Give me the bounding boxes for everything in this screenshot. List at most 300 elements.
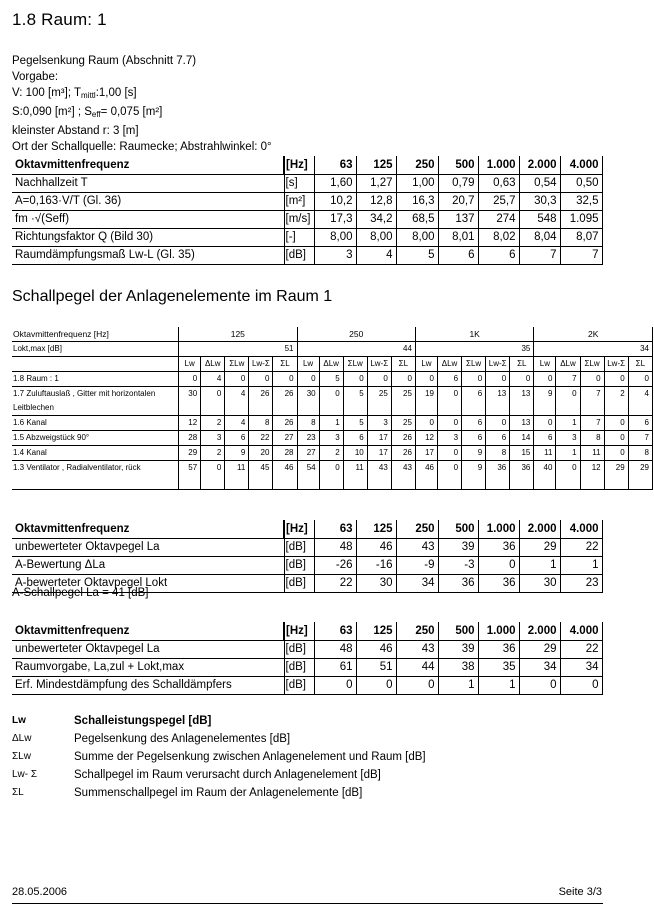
row-value: 36 [438, 574, 478, 592]
header-frequency: 125 [356, 622, 396, 640]
legend-symbol: ΣLw [12, 751, 31, 762]
element-label: 1.6 Kanal [12, 416, 179, 431]
table-header-row [12, 520, 602, 538]
element-value: 0 [391, 372, 415, 387]
row-unit: [m²] [284, 192, 314, 210]
table-row [12, 228, 602, 246]
row-value: 22 [560, 640, 602, 658]
legend-description: Schalleistungspegel [dB] [74, 715, 212, 727]
header-frequency: 2.000 [519, 520, 560, 538]
row-value: 1.095 [560, 210, 602, 228]
group-lokt: 51 [179, 342, 297, 357]
row-value: 0,79 [438, 174, 478, 192]
row-value: 137 [438, 210, 478, 228]
table-row [12, 192, 602, 210]
header-frequency: 500 [438, 156, 478, 174]
table-row [12, 174, 602, 192]
element-row [12, 416, 653, 431]
intro-line-surface [12, 104, 272, 123]
element-value: 29 [179, 446, 201, 461]
row-value: 20,7 [438, 192, 478, 210]
subcolumn-symbol: ΔLw [201, 357, 225, 372]
header-frequency: 63 [314, 156, 356, 174]
legend-symbol: ΣL [12, 787, 24, 798]
element-value: 26 [273, 387, 297, 416]
row-value: 6 [438, 246, 478, 264]
table-header-row [12, 156, 602, 174]
intro-text: V: 100 [m³]; T [12, 87, 82, 99]
element-value: 3 [367, 416, 391, 431]
element-value: 11 [225, 461, 249, 490]
element-value: 27 [297, 446, 319, 461]
row-value: 48 [314, 640, 356, 658]
element-value: 19 [415, 387, 437, 416]
legend-item [12, 712, 426, 730]
table-row [12, 556, 602, 574]
row-unit: [dB] [284, 574, 314, 592]
header-frequency: 1.000 [478, 622, 519, 640]
row-unit: [dB] [284, 556, 314, 574]
element-value: 2 [604, 387, 628, 416]
element-value: 9 [462, 446, 486, 461]
row-value: 43 [396, 640, 438, 658]
row-value: 68,5 [396, 210, 438, 228]
intro-line: Pegelsenkung Raum (Abschnitt 7.7) [12, 55, 197, 67]
element-value: 13 [510, 387, 534, 416]
element-value: 9 [534, 387, 556, 416]
row-value: 0,54 [519, 174, 560, 192]
element-value: 26 [391, 446, 415, 461]
element-value: 0 [462, 372, 486, 387]
row-label: Erf. Mindestdämpfung des Schalldämpfers [12, 676, 284, 694]
element-value: 0 [556, 387, 580, 416]
element-value: 0 [534, 372, 556, 387]
subcolumn-symbol: ΣLw [343, 357, 367, 372]
row-unit: [m/s] [284, 210, 314, 228]
element-value: 27 [273, 431, 297, 446]
table-row [12, 210, 602, 228]
subcolumn-symbol: ΣLw [580, 357, 604, 372]
element-value: 13 [486, 387, 510, 416]
header-label: Oktavmittenfrequenz [12, 622, 284, 640]
header-frequency: 250 [396, 622, 438, 640]
header-frequency: 63 [314, 622, 356, 640]
row-value: 1 [519, 556, 560, 574]
subcolumn-symbol: ΣL [628, 357, 652, 372]
row-label: A=0,163·V/T (Gl. 36) [12, 192, 284, 210]
element-value: 0 [438, 416, 462, 431]
element-value: 0 [628, 372, 652, 387]
element-value: 4 [201, 372, 225, 387]
intro-sub: mittl [81, 91, 96, 100]
section-title: Schallpegel der Anlagenelemente im Raum 1 [12, 288, 333, 305]
lokt-label: Lokt,max [dB] [12, 342, 179, 357]
element-value: 0 [604, 416, 628, 431]
element-value: 3 [319, 431, 343, 446]
row-value: 34 [396, 574, 438, 592]
subcolumn-symbol: Lw [534, 357, 556, 372]
element-value: 25 [391, 416, 415, 431]
element-label: 1.5 Abzweigstück 90° [12, 431, 179, 446]
row-value: 4 [356, 246, 396, 264]
element-value: 6 [225, 431, 249, 446]
row-value: 1,60 [314, 174, 356, 192]
table-row [12, 640, 602, 658]
element-value: 2 [201, 446, 225, 461]
element-value: 14 [510, 431, 534, 446]
element-value: 0 [438, 446, 462, 461]
row-unit: [-] [284, 228, 314, 246]
element-value: 26 [391, 431, 415, 446]
subcolumn-header-row [12, 357, 653, 372]
table-row [12, 658, 602, 676]
element-value: 10 [343, 446, 367, 461]
element-value: 46 [273, 461, 297, 490]
row-label: Nachhallzeit T [12, 174, 284, 192]
row-value: 548 [519, 210, 560, 228]
row-value: 0 [314, 676, 356, 694]
element-value: 6 [343, 431, 367, 446]
header-frequency: 250 [396, 520, 438, 538]
element-value: 6 [462, 416, 486, 431]
row-value: 38 [438, 658, 478, 676]
intro-line: Vorgabe: [12, 71, 59, 83]
footer-page-number: Seite 3/3 [558, 886, 602, 898]
intro-line-volume [12, 85, 272, 104]
subcolumn-symbol: Lw-Σ [486, 357, 510, 372]
intro-text: :1,00 [s] [95, 87, 137, 99]
element-value: 36 [510, 461, 534, 490]
element-value: 0 [604, 431, 628, 446]
subcolumn-symbol: Lw-Σ [367, 357, 391, 372]
element-value: 0 [343, 372, 367, 387]
element-value: 0 [201, 461, 225, 490]
element-value: 22 [249, 431, 273, 446]
element-row [12, 387, 653, 416]
subcolumn-symbol: Lw [179, 357, 201, 372]
header-frequency: 250 [396, 156, 438, 174]
element-value: 29 [604, 461, 628, 490]
header-frequency: 4.000 [560, 622, 602, 640]
row-value: 39 [438, 640, 478, 658]
element-value: 6 [462, 431, 486, 446]
element-value: 8 [580, 431, 604, 446]
row-value: 17,3 [314, 210, 356, 228]
row-unit: [dB] [284, 538, 314, 556]
element-value: 13 [510, 416, 534, 431]
group-frequency: 125 [179, 327, 297, 342]
element-value: 0 [604, 446, 628, 461]
element-value: 4 [225, 387, 249, 416]
header-label: Oktavmittenfrequenz [12, 156, 284, 174]
group-frequency: 2K [534, 327, 653, 342]
element-label: 1.8 Raum : 1 [12, 372, 179, 387]
row-label: Raumvorgabe, La,zul + Lokt,max [12, 658, 284, 676]
element-value: 9 [225, 446, 249, 461]
subcolumn-symbol: ΣL [510, 357, 534, 372]
element-value: 15 [510, 446, 534, 461]
header-frequency: 500 [438, 520, 478, 538]
element-value: 0 [179, 372, 201, 387]
row-value: 0 [519, 676, 560, 694]
row-value: 46 [356, 538, 396, 556]
element-value: 0 [415, 416, 437, 431]
element-value: 1 [556, 416, 580, 431]
element-label: 1.3 Ventilator , Radialventilator, rück [12, 461, 179, 490]
row-value: 30 [356, 574, 396, 592]
page-title: 1.8 Raum: 1 [12, 10, 107, 29]
row-value: 1 [478, 676, 519, 694]
row-value: -9 [396, 556, 438, 574]
element-value: 25 [391, 387, 415, 416]
element-value: 23 [297, 431, 319, 446]
element-value: 7 [628, 431, 652, 446]
row-value: 8,07 [560, 228, 602, 246]
header-frequency: 4.000 [560, 156, 602, 174]
row-value: 6 [478, 246, 519, 264]
element-value: 7 [556, 372, 580, 387]
row-label: Richtungsfaktor Q (Bild 30) [12, 228, 284, 246]
element-value: 17 [367, 431, 391, 446]
row-unit: [dB] [284, 658, 314, 676]
row-value: 22 [560, 538, 602, 556]
row-value: 0 [478, 556, 519, 574]
element-value: 0 [415, 372, 437, 387]
element-value: 0 [580, 372, 604, 387]
intro-line: kleinster Abstand r: 3 [m] [12, 125, 139, 137]
row-label: unbewerteter Oktavpegel La [12, 640, 284, 658]
legend-description: Summenschallpegel im Raum der Anlagenelemente [dB] [74, 787, 363, 799]
row-value: 1,00 [396, 174, 438, 192]
silencer-table [12, 622, 603, 695]
element-value: 36 [486, 461, 510, 490]
intro-text: S:0,090 [m²] ; S [12, 106, 92, 118]
header-frequency: 125 [356, 520, 396, 538]
element-value: 4 [225, 416, 249, 431]
element-value: 43 [367, 461, 391, 490]
element-value: 45 [249, 461, 273, 490]
empty-cell [12, 357, 179, 372]
element-value: 40 [534, 461, 556, 490]
element-label: 1.4 Kanal [12, 446, 179, 461]
row-value: 29 [519, 640, 560, 658]
element-value: 7 [580, 416, 604, 431]
frequency-label: Oktavmittenfrequenz [Hz] [12, 327, 179, 342]
group-lokt: 44 [297, 342, 415, 357]
group-lokt: 35 [415, 342, 533, 357]
header-frequency: 125 [356, 156, 396, 174]
legend-symbol: Lw [12, 715, 26, 726]
legend-description: Pegelsenkung des Anlagenelementes [dB] [74, 733, 291, 745]
legend-symbol: ΔLw [12, 733, 32, 744]
element-value: 2 [319, 446, 343, 461]
element-label: 1.7 Zuluftauslaß , Gitter mit horizontalen Leitblechen [12, 387, 179, 416]
element-value: 0 [319, 461, 343, 490]
row-value: 36 [478, 640, 519, 658]
element-value: 0 [273, 372, 297, 387]
legend-item [12, 748, 426, 766]
row-unit: [dB] [284, 246, 314, 264]
row-value: 44 [396, 658, 438, 676]
element-value: 25 [367, 387, 391, 416]
subcolumn-symbol: Lw-Σ [604, 357, 628, 372]
frequency-header-row [12, 327, 653, 342]
element-value: 29 [628, 461, 652, 490]
element-levels-table [12, 327, 653, 490]
element-row [12, 431, 653, 446]
row-value: -26 [314, 556, 356, 574]
element-value: 11 [580, 446, 604, 461]
a-weighting-table [12, 520, 603, 593]
element-value: 5 [343, 387, 367, 416]
subcolumn-symbol: ΔLw [319, 357, 343, 372]
row-value: 48 [314, 538, 356, 556]
element-value: 2 [201, 416, 225, 431]
table-header-row [12, 622, 602, 640]
header-frequency: 63 [314, 520, 356, 538]
element-value: 43 [391, 461, 415, 490]
element-value: 8 [297, 416, 319, 431]
element-value: 1 [556, 446, 580, 461]
row-value: 30,3 [519, 192, 560, 210]
element-value: 5 [319, 372, 343, 387]
row-value: 274 [478, 210, 519, 228]
row-value: 0 [560, 676, 602, 694]
row-value: 8,04 [519, 228, 560, 246]
element-value: 9 [462, 461, 486, 490]
element-value: 0 [604, 372, 628, 387]
element-value: 6 [462, 387, 486, 416]
header-frequency: 500 [438, 622, 478, 640]
row-value: 30 [519, 574, 560, 592]
a-sound-level: A-Schallpegel La = 41 [dB] [12, 587, 149, 599]
legend-item [12, 784, 426, 802]
element-value: 6 [486, 431, 510, 446]
row-value: 0,50 [560, 174, 602, 192]
row-label: Raumdämpfungsmaß Lw-L (Gl. 35) [12, 246, 284, 264]
element-value: 17 [367, 446, 391, 461]
row-value: 1,27 [356, 174, 396, 192]
row-value: 0 [396, 676, 438, 694]
header-frequency: 2.000 [519, 156, 560, 174]
intro-text: = 0,075 [m²] [100, 106, 163, 118]
row-value: 61 [314, 658, 356, 676]
legend-item [12, 766, 426, 784]
row-label: unbewerteter Oktavpegel La [12, 538, 284, 556]
element-value: 7 [580, 387, 604, 416]
row-value: 32,5 [560, 192, 602, 210]
row-value: 5 [396, 246, 438, 264]
element-value: 8 [249, 416, 273, 431]
element-value: 0 [367, 372, 391, 387]
element-row [12, 446, 653, 461]
element-value: 17 [415, 446, 437, 461]
row-value: 35 [478, 658, 519, 676]
element-value: 3 [556, 431, 580, 446]
element-value: 6 [438, 372, 462, 387]
lokt-row [12, 342, 653, 357]
subcolumn-symbol: ΔLw [556, 357, 580, 372]
element-value: 11 [343, 461, 367, 490]
row-value: 10,2 [314, 192, 356, 210]
row-value: 43 [396, 538, 438, 556]
row-unit: [dB] [284, 676, 314, 694]
row-value: 39 [438, 538, 478, 556]
element-value: 11 [534, 446, 556, 461]
element-row [12, 372, 653, 387]
element-value: 12 [179, 416, 201, 431]
element-value: 6 [534, 431, 556, 446]
element-value: 0 [510, 372, 534, 387]
legend-description: Summe der Pegelsenkung zwischen Anlagenelement und Raum [dB] [74, 751, 426, 763]
row-value: 0,63 [478, 174, 519, 192]
element-value: 8 [628, 446, 652, 461]
element-value: 54 [297, 461, 319, 490]
footer-divider [12, 903, 603, 904]
row-label: A-bewerteter Oktavpegel Lokt [12, 574, 284, 592]
element-value: 30 [297, 387, 319, 416]
subcolumn-symbol: Lw [297, 357, 319, 372]
element-value: 8 [486, 446, 510, 461]
row-value: 8,00 [356, 228, 396, 246]
subcolumn-symbol: Lw-Σ [249, 357, 273, 372]
row-value: 46 [356, 640, 396, 658]
row-value: 22 [314, 574, 356, 592]
row-unit: [dB] [284, 640, 314, 658]
subcolumn-symbol: ΣLw [225, 357, 249, 372]
row-value: 3 [314, 246, 356, 264]
row-value: 12,8 [356, 192, 396, 210]
row-value: 8,00 [396, 228, 438, 246]
element-value: 0 [249, 372, 273, 387]
row-value: -3 [438, 556, 478, 574]
legend-item [12, 730, 426, 748]
table-row [12, 538, 602, 556]
element-value: 0 [486, 372, 510, 387]
element-value: 28 [273, 446, 297, 461]
header-frequency: 4.000 [560, 520, 602, 538]
subcolumn-symbol: ΣL [273, 357, 297, 372]
element-value: 12 [580, 461, 604, 490]
header-frequency: 2.000 [519, 622, 560, 640]
element-value: 20 [249, 446, 273, 461]
row-value: 29 [519, 538, 560, 556]
row-value: 51 [356, 658, 396, 676]
group-frequency: 1K [415, 327, 533, 342]
subcolumn-symbol: ΔLw [438, 357, 462, 372]
element-value: 26 [273, 416, 297, 431]
element-value: 3 [201, 431, 225, 446]
row-value: 25,7 [478, 192, 519, 210]
row-value: 0 [356, 676, 396, 694]
row-value: 36 [478, 538, 519, 556]
element-value: 0 [319, 387, 343, 416]
subcolumn-symbol: Lw [415, 357, 437, 372]
legend [12, 712, 426, 802]
header-unit: [Hz] [284, 622, 314, 640]
element-value: 0 [225, 372, 249, 387]
element-value: 57 [179, 461, 201, 490]
element-value: 0 [534, 416, 556, 431]
element-value: 0 [438, 387, 462, 416]
row-value: 8,00 [314, 228, 356, 246]
footer-date: 28.05.2006 [12, 886, 68, 898]
row-value: 34,2 [356, 210, 396, 228]
element-value: 0 [556, 461, 580, 490]
row-value: 8,02 [478, 228, 519, 246]
legend-symbol: Lw- Σ [12, 769, 38, 780]
row-value: 1 [438, 676, 478, 694]
